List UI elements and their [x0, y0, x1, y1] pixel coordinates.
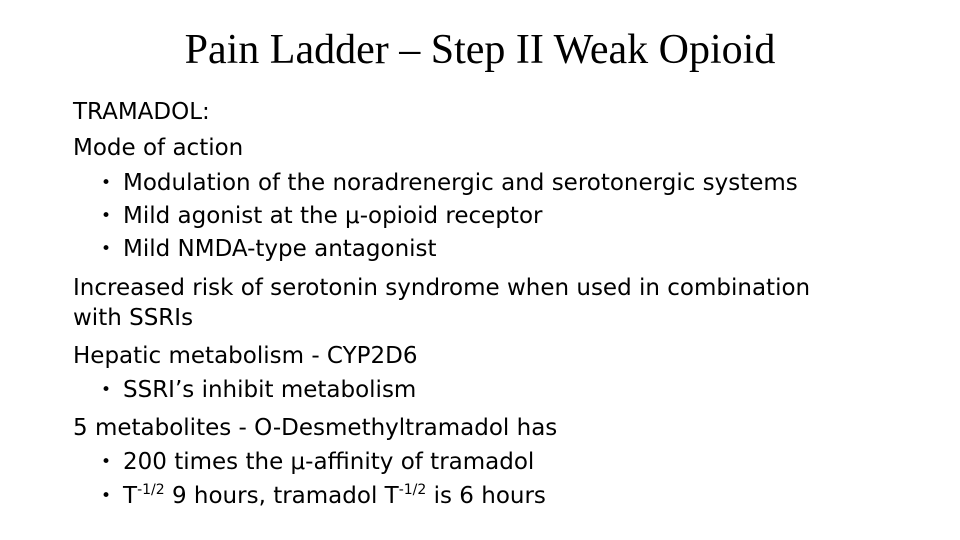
bullet-icon: • [101, 380, 112, 400]
tramadol-half-life-text: is 6 hours [426, 483, 546, 509]
serotonin-risk-line-2: with SSRIs [73, 305, 194, 331]
half-life-superscript: -1/2 [398, 482, 427, 498]
serotonin-risk-line-1: Increased risk of serotonin syndrome when used in combination [73, 275, 811, 301]
odt-half-life-text: 9 hours, tramadol [164, 483, 385, 509]
metabolites-bullet-text: 200 times the μ-affinity of tramadol [123, 449, 535, 475]
half-life-bullet [101, 481, 546, 511]
half-life-symbol: T [384, 483, 399, 509]
half-life-superscript: -1/2 [137, 482, 165, 498]
metabolism-heading: Hepatic metabolism - CYP2D6 [73, 343, 418, 369]
half-life-symbol: T [123, 483, 138, 509]
mode-bullet-text: Mild agonist at the μ-opioid receptor [123, 203, 543, 229]
bullet-icon: • [101, 239, 112, 259]
metabolism-bullet-1 [101, 375, 416, 405]
mode-bullet-2 [101, 201, 542, 231]
metabolites-heading: 5 metabolites - O-Desmethyltramadol has [73, 415, 558, 441]
mode-bullet-1 [101, 168, 798, 198]
mode-bullet-text: Mild NMDA-type antagonist [123, 236, 437, 262]
mode-of-action-heading: Mode of action [73, 135, 244, 161]
mode-bullet-3 [101, 234, 437, 264]
bullet-icon: • [101, 206, 112, 226]
bullet-icon: • [101, 452, 112, 472]
metabolites-bullet-1 [101, 447, 534, 477]
mode-bullet-text: Modulation of the noradrenergic and serotonergic systems [123, 170, 798, 196]
bullet-icon: • [101, 173, 112, 193]
metabolism-bullet-text: SSRI’s inhibit metabolism [123, 377, 417, 403]
bullet-icon: • [101, 486, 112, 506]
drug-heading: TRAMADOL: [73, 99, 210, 125]
slide-title: Pain Ladder – Step II Weak Opioid [184, 27, 776, 73]
